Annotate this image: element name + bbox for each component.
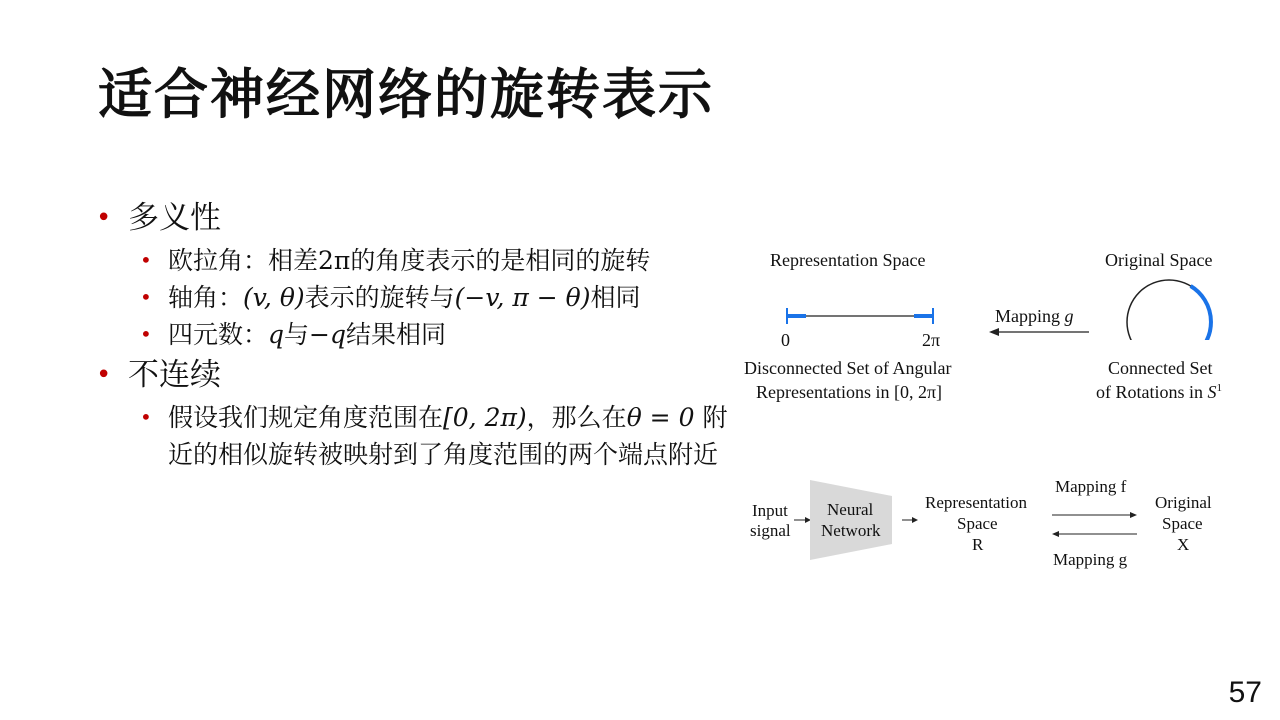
neural-network-line-2: Network: [821, 521, 881, 540]
mapping-g-bottom-label: Mapping g: [1053, 550, 1128, 569]
quat-mid: 与: [284, 320, 310, 349]
bullet-list: [96, 196, 728, 473]
original-line-3: X: [1177, 535, 1190, 554]
bullet-dot: •: [140, 248, 152, 272]
axis-suffix: 相同: [590, 283, 641, 312]
mapping-f-label: Mapping f: [1055, 477, 1127, 496]
left-caption-line-1: Disconnected Set of Angular: [744, 358, 952, 378]
axis-formula-a: (v, θ): [243, 283, 305, 312]
mapping-g-arrowhead: [989, 328, 999, 336]
axis-formula-b: (−v, π − θ): [454, 283, 591, 312]
slide-title: 适合神经网络的旋转表示: [98, 62, 714, 126]
quat-neg-q: −q: [309, 320, 346, 349]
bullet-axis-angle: [140, 279, 728, 316]
mapping-g-bottom-arrowhead: [1052, 531, 1059, 537]
range-text-b: ，那么在: [526, 403, 627, 432]
mapping-f-arrowhead: [1130, 512, 1137, 518]
bullet-ambiguity: [96, 196, 716, 240]
representation-space-label: Representation Space: [770, 250, 926, 270]
top-figure-graphic: [740, 270, 1260, 340]
right-caption-line-2: of Rotations in $S^1$: [1096, 382, 1222, 402]
range-text-c: 附近的相似旋转被映射到了角度范围的两个端点附近: [168, 403, 728, 469]
left-caption-line-2: Representations in [0, 2π]: [756, 382, 943, 402]
circle-arc-highlight: [1191, 286, 1211, 340]
bullet-euler-text: 欧拉角：相差2π的角度表示的是相同的旋转: [168, 246, 651, 275]
nn-output-arrowhead: [912, 517, 918, 523]
bullet-dot: •: [96, 360, 112, 390]
neural-network-line-1: Neural: [827, 500, 874, 519]
input-signal-line-2: signal: [750, 521, 791, 540]
original-line-2: Space: [1162, 514, 1203, 533]
bullet-range: [140, 399, 728, 473]
range-theta: θ = 0: [626, 403, 695, 432]
tick-zero: 0: [781, 330, 790, 350]
representation-line-2: Space: [957, 514, 998, 533]
range-text-a: 假设我们规定角度范围在: [168, 403, 444, 432]
bullet-discontinuity-label: 不连续: [128, 357, 221, 393]
input-signal-line-1: Input: [752, 501, 788, 520]
bullet-euler: [140, 242, 728, 279]
page-number: 57: [1228, 676, 1262, 709]
representation-line-1: Representation: [925, 493, 1027, 512]
representation-line-3: R: [972, 535, 984, 554]
quat-suffix: 结果相同: [346, 320, 447, 349]
neural-network-trapezoid: [810, 480, 892, 560]
range-interval: [0, 2π): [443, 403, 527, 432]
quat-prefix: 四元数：: [168, 320, 269, 349]
axis-mid: 表示的旋转与: [304, 283, 455, 312]
bullet-discontinuity: [96, 353, 716, 397]
bullet-dot: •: [140, 405, 152, 429]
bullet-ambiguity-label: 多义性: [128, 200, 221, 236]
bullet-dot: •: [140, 322, 152, 346]
bullet-dot: •: [96, 203, 112, 233]
mapping-g-label: Mapping g: [995, 306, 1074, 326]
original-space-label: Original Space: [1105, 250, 1213, 270]
right-caption-line-1: Connected Set: [1108, 358, 1213, 378]
bullet-dot: •: [140, 285, 152, 309]
original-line-1: Original: [1155, 493, 1212, 512]
quat-q: q: [268, 320, 285, 349]
bullet-quaternion: [140, 316, 728, 353]
axis-prefix: 轴角：: [168, 283, 244, 312]
tick-two-pi: 2π: [922, 330, 941, 350]
unit-circle: [1127, 280, 1211, 340]
